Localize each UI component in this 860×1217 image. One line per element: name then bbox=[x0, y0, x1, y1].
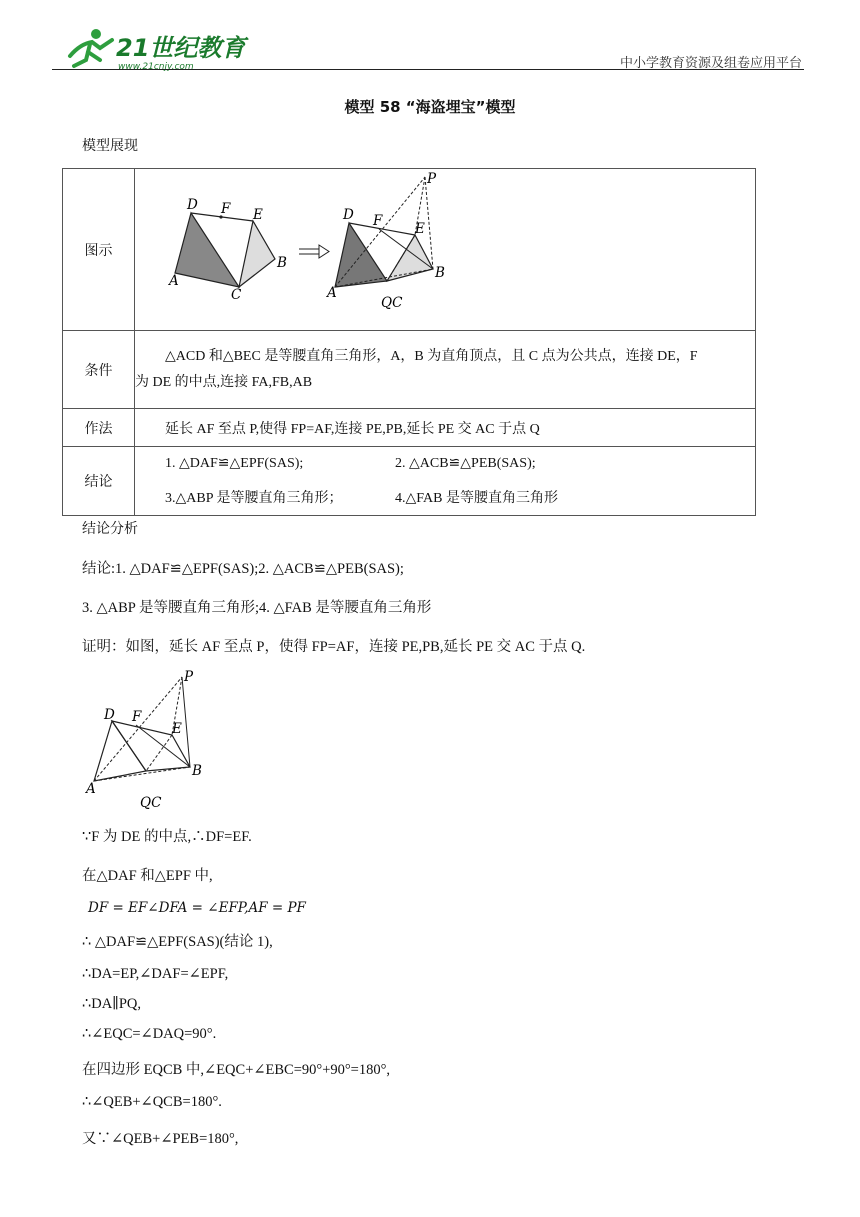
triangle-bec bbox=[239, 221, 275, 287]
svg-text:D: D bbox=[104, 707, 115, 723]
analysis-line-6: DF = EF∠DFA = ∠EFP,AF = PF bbox=[88, 900, 306, 916]
row-label-method: 作法 bbox=[63, 409, 135, 447]
conclusion-1: 1. △DAF≌△EPF(SAS); bbox=[165, 456, 304, 471]
conclusion-2: 2. △ACB≌△PEB(SAS); bbox=[395, 456, 536, 471]
svg-text:A: A bbox=[86, 781, 96, 797]
svg-text:C: C bbox=[231, 287, 242, 303]
logo bbox=[60, 26, 260, 72]
model-table bbox=[62, 168, 756, 516]
svg-text:F: F bbox=[221, 201, 231, 217]
svg-text:QC: QC bbox=[140, 795, 162, 811]
figure-cell bbox=[135, 169, 756, 331]
condition-cell bbox=[135, 331, 756, 409]
method-cell bbox=[135, 409, 756, 447]
conclusion-3: 3.△ABP 是等腰直角三角形； bbox=[165, 491, 343, 506]
svg-text:A: A bbox=[169, 273, 179, 289]
analysis-line-8: ∴DA=EP,∠DAF=∠EPF, bbox=[82, 966, 229, 982]
analysis-line-4: ∵F 为 DE 的中点,∴DF=EF. bbox=[82, 829, 252, 845]
row-label-condition: 条件 bbox=[63, 331, 135, 409]
svg-text:E: E bbox=[172, 721, 182, 737]
svg-text:P: P bbox=[427, 171, 437, 187]
logo-runner-icon bbox=[60, 26, 260, 72]
analysis-line-3: 证明：如图，延长 AF 至点 P，使得 FP=AF，连接 PE,PB,延长 PE 交 AC 于点 Q. bbox=[82, 639, 586, 655]
proof-figure bbox=[82, 665, 222, 815]
analysis-line-9: ∴DA∥PQ, bbox=[82, 996, 142, 1012]
conclusion-cell bbox=[135, 447, 756, 516]
analysis-line-11: 在四边形 EQCB 中,∠EQC+∠EBC=90°+90°=180°, bbox=[82, 1062, 391, 1078]
analysis-heading: 结论分析 bbox=[82, 521, 138, 537]
svg-text:F: F bbox=[132, 709, 142, 725]
analysis-line-13: 又∵∠QEB+∠PEB=180°, bbox=[82, 1131, 239, 1147]
triangle-acd bbox=[175, 213, 239, 287]
svg-text:B: B bbox=[435, 265, 445, 281]
svg-text:B: B bbox=[192, 763, 202, 779]
section-heading: 模型展现 bbox=[82, 138, 138, 154]
svg-text:D: D bbox=[187, 197, 198, 213]
svg-text:21世纪教育: 21世纪教育 bbox=[116, 34, 246, 62]
svg-text:QC: QC bbox=[381, 295, 403, 311]
svg-text:www.21cnjy.com: www.21cnjy.com bbox=[118, 62, 194, 72]
svg-text:D: D bbox=[343, 207, 354, 223]
header-divider bbox=[52, 69, 804, 70]
method-text: 延长 AF 至点 P,使得 FP=AF,连接 PE,PB,延长 PE 交 AC 于点 Q bbox=[165, 421, 540, 437]
analysis-line-7: ∴ △DAF≌△EPF(SAS)(结论 1), bbox=[82, 934, 273, 950]
model-figure bbox=[135, 169, 755, 325]
conclusion-4: 4.△FAB 是等腰直角三角形 bbox=[395, 491, 558, 506]
analysis-line-10: ∴∠EQC=∠DAQ=90°. bbox=[82, 1026, 217, 1042]
analysis-line-5: 在△DAF 和△EPF 中, bbox=[82, 868, 213, 884]
analysis-line-2: 3. △ABP 是等腰直角三角形;4. △FAB 是等腰直角三角形 bbox=[82, 600, 432, 616]
svg-text:B: B bbox=[277, 255, 287, 271]
page-title: 模型 58 “海盗埋宝”模型 bbox=[344, 98, 516, 116]
analysis-line-1: 结论:1. △DAF≌△EPF(SAS);2. △ACB≌△PEB(SAS); bbox=[82, 561, 404, 577]
svg-text:E: E bbox=[253, 207, 263, 223]
analysis-line-12: ∴∠QEB+∠QCB=180°. bbox=[82, 1094, 222, 1110]
svg-text:F: F bbox=[373, 213, 383, 229]
condition-line-1: △ACD 和△BEC 是等腰直角三角形，A，B 为直角顶点，且 C 点为公共点，连接 DE，F bbox=[165, 348, 698, 364]
row-label-conclusion: 结论 bbox=[63, 447, 135, 516]
svg-text:A: A bbox=[327, 285, 337, 301]
platform-name: 中小学教育资源及组卷应用平台 bbox=[619, 56, 802, 71]
row-label-figure: 图示 bbox=[63, 169, 135, 331]
arrow-icon bbox=[299, 245, 329, 258]
svg-text:P: P bbox=[184, 669, 194, 685]
condition-line-2: 为 DE 的中点,连接 FA,FB,AB bbox=[135, 374, 313, 390]
svg-text:E: E bbox=[415, 221, 425, 237]
